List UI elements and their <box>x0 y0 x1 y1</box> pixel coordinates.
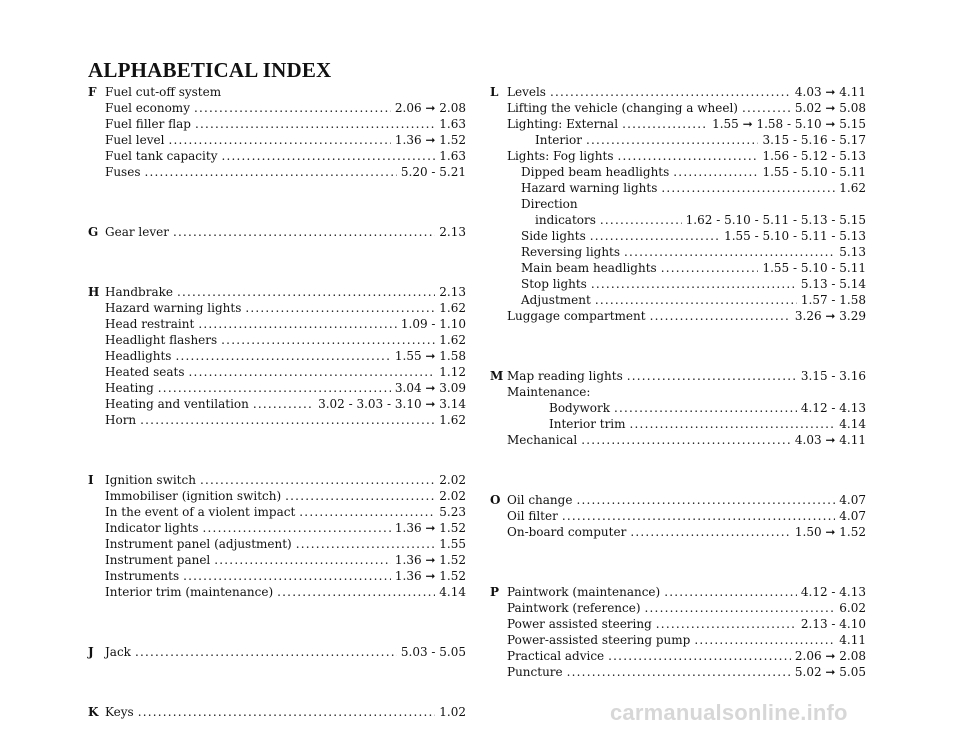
entry-text: indicators <box>535 213 596 227</box>
index-entry <box>88 504 466 520</box>
dot-leader <box>627 368 797 384</box>
index-group-f <box>88 84 466 180</box>
index-column-right <box>490 84 866 680</box>
page-reference: 2.02 <box>439 473 466 487</box>
entry-text: Heating and ventilation <box>105 397 249 411</box>
entry-text: Headlight flashers <box>105 333 218 347</box>
entry-text: Heating <box>105 381 154 395</box>
dot-leader <box>175 348 390 364</box>
page-reference: 1.55 - 5.10 - 5.11 <box>762 165 866 179</box>
page-title: ALPHABETICAL INDEX <box>88 58 332 82</box>
index-entry <box>490 292 866 308</box>
dot-leader <box>173 224 435 240</box>
index-entry <box>88 396 466 412</box>
page-reference: 3.26 ➞ 3.29 <box>794 309 866 323</box>
index-entry <box>490 148 866 164</box>
section-letter: I <box>88 473 94 487</box>
entry-text: Main beam headlights <box>521 261 657 275</box>
page-reference: 3.04 ➞ 3.09 <box>394 381 466 395</box>
dot-leader <box>198 316 397 332</box>
dot-leader <box>138 704 436 720</box>
index-entry <box>88 472 466 488</box>
index-entry <box>490 196 866 212</box>
page-reference: 4.03 ➞ 4.11 <box>794 85 866 99</box>
page-reference: 3.15 - 5.16 - 5.17 <box>762 133 866 147</box>
index-entry <box>490 600 866 616</box>
page-reference: 2.13 <box>439 225 466 239</box>
dot-leader <box>195 116 435 132</box>
index-entry <box>88 704 466 720</box>
entry-text: Fuel tank capacity <box>105 149 218 163</box>
dot-leader <box>140 412 435 428</box>
page-reference: 4.14 <box>439 585 466 599</box>
dot-leader <box>608 648 791 664</box>
index-entry <box>88 100 466 116</box>
dot-leader <box>183 568 391 584</box>
index-entry <box>490 492 866 508</box>
dot-leader <box>144 164 396 180</box>
index-entry <box>88 332 466 348</box>
entry-text: Paintwork (maintenance) <box>507 585 661 599</box>
index-group-p <box>490 584 866 680</box>
entry-text: Practical advice <box>507 649 605 663</box>
index-entry <box>88 364 466 380</box>
entry-text: Heated seats <box>105 365 185 379</box>
dot-leader <box>600 212 682 228</box>
entry-text: Mechanical <box>507 433 578 447</box>
dot-leader <box>200 472 435 488</box>
index-entry <box>88 164 466 180</box>
dot-leader <box>194 100 391 116</box>
index-entry <box>490 164 866 180</box>
index-entry <box>490 260 866 276</box>
index-entry <box>490 508 866 524</box>
dot-leader <box>664 584 797 600</box>
dot-leader <box>694 632 835 648</box>
index-entry <box>88 536 466 552</box>
dot-leader <box>661 260 759 276</box>
dot-leader <box>622 116 708 132</box>
page-reference: 1.62 <box>439 301 466 315</box>
entry-text: Power assisted steering <box>507 617 652 631</box>
index-entry <box>490 432 866 448</box>
dot-leader <box>135 644 397 660</box>
index-entry <box>88 380 466 396</box>
page-reference: 6.02 <box>839 601 866 615</box>
dot-leader <box>221 332 435 348</box>
page-reference: 3.02 - 3.03 - 3.10 ➞ 3.14 <box>318 397 466 411</box>
page-reference: 1.36 ➞ 1.52 <box>394 133 466 147</box>
entry-text: On-board computer <box>507 525 627 539</box>
page-reference: 1.50 ➞ 1.52 <box>794 525 866 539</box>
index-entry <box>490 116 866 132</box>
index-entry <box>490 384 866 400</box>
entry-text: Oil change <box>507 493 573 507</box>
entry-text: Indicator lights <box>105 521 199 535</box>
index-entry <box>88 116 466 132</box>
dot-leader <box>595 292 797 308</box>
entry-text: Dipped beam headlights <box>521 165 670 179</box>
index-entry <box>490 584 866 600</box>
entry-text: Puncture <box>507 665 563 679</box>
dot-leader <box>221 148 435 164</box>
index-entry <box>88 488 466 504</box>
section-letter: F <box>88 85 97 99</box>
dot-leader <box>576 492 835 508</box>
dot-leader <box>168 132 390 148</box>
entry-text: Luggage compartment <box>507 309 646 323</box>
entry-text: In the event of a violent impact <box>105 505 296 519</box>
index-entry <box>490 132 866 148</box>
index-entry <box>88 224 466 240</box>
entry-text: Direction <box>521 197 578 211</box>
page-reference: 1.55 ➞ 1.58 - 5.10 ➞ 5.15 <box>712 117 866 131</box>
index-entry <box>490 180 866 196</box>
index-entry <box>490 632 866 648</box>
section-letter: L <box>490 85 499 99</box>
entry-text: Hazard warning lights <box>105 301 242 315</box>
dot-leader <box>618 148 759 164</box>
dot-leader <box>214 552 391 568</box>
dot-leader <box>591 276 797 292</box>
index-entry <box>88 84 466 100</box>
entry-text: Instrument panel (adjustment) <box>105 537 292 551</box>
index-group-o <box>490 492 866 540</box>
dot-leader <box>285 488 435 504</box>
dot-leader <box>177 284 435 300</box>
dot-leader <box>158 380 391 396</box>
dot-leader <box>630 524 791 540</box>
page-reference: 1.09 - 1.10 <box>400 317 466 331</box>
page-reference: 2.13 <box>439 285 466 299</box>
index-entry <box>490 416 866 432</box>
page-reference: 2.06 ➞ 2.08 <box>794 649 866 663</box>
dot-leader <box>203 520 391 536</box>
dot-leader <box>645 600 836 616</box>
page-reference: 4.12 - 4.13 <box>800 401 866 415</box>
page-reference: 4.07 <box>839 509 866 523</box>
entry-text: Horn <box>105 413 137 427</box>
index-group-j <box>88 644 466 660</box>
index-entry <box>490 664 866 680</box>
page-reference: 1.62 <box>439 333 466 347</box>
page-reference: 1.63 <box>439 149 466 163</box>
page-reference: 5.02 ➞ 5.05 <box>794 665 866 679</box>
page-reference: 2.02 <box>439 489 466 503</box>
index-group-k <box>88 704 466 720</box>
entry-text: Keys <box>105 705 134 719</box>
entry-text: Fuel cut-off system <box>105 85 222 99</box>
entry-text: Jack <box>105 645 131 659</box>
index-entry <box>490 616 866 632</box>
index-entry <box>490 648 866 664</box>
index-entry <box>490 100 866 116</box>
entry-text: Adjustment <box>521 293 591 307</box>
index-entry <box>88 644 466 660</box>
page-reference: 5.23 <box>439 505 466 519</box>
index-entry <box>88 284 466 300</box>
dot-leader <box>567 664 791 680</box>
index-entry <box>88 584 466 600</box>
index-entry <box>490 524 866 540</box>
entry-text: Lights: Fog lights <box>507 149 614 163</box>
page-reference: 4.12 - 4.13 <box>800 585 866 599</box>
page-reference: 1.55 - 5.10 - 5.11 - 5.13 <box>724 229 866 243</box>
section-letter: P <box>490 585 500 599</box>
entry-text: Interior <box>535 133 582 147</box>
dot-leader <box>624 244 835 260</box>
page-reference: 2.06 ➞ 2.08 <box>394 101 466 115</box>
entry-text: Fuses <box>105 165 141 179</box>
entry-text: Reversing lights <box>521 245 621 259</box>
section-letter: H <box>88 285 100 299</box>
entry-text: Instrument panel <box>105 553 211 567</box>
page-reference: 4.07 <box>839 493 866 507</box>
index-entry <box>88 568 466 584</box>
index-group-h <box>88 284 466 428</box>
index-group-l <box>490 84 866 324</box>
page-reference: 1.36 ➞ 1.52 <box>394 521 466 535</box>
entry-text: Interior trim (maintenance) <box>105 585 274 599</box>
index-entry <box>490 212 866 228</box>
dot-leader <box>299 504 435 520</box>
page-reference: 1.62 <box>839 181 866 195</box>
entry-text: Levels <box>507 85 546 99</box>
dot-leader <box>656 616 797 632</box>
dot-leader <box>630 416 836 432</box>
index-entry <box>490 84 866 100</box>
index-entry <box>88 300 466 316</box>
dot-leader <box>661 180 835 196</box>
dot-leader <box>742 100 791 116</box>
index-entry <box>88 348 466 364</box>
watermark: carmanualsonline.info <box>610 700 848 725</box>
page-reference: 1.55 <box>439 537 466 551</box>
index-group-i <box>88 472 466 600</box>
entry-text: Map reading lights <box>507 369 623 383</box>
index-entry <box>88 412 466 428</box>
index-column-left <box>88 84 466 720</box>
entry-text: Lifting the vehicle (changing a wheel) <box>507 101 738 115</box>
entry-text: Headlights <box>105 349 172 363</box>
page-reference: 1.62 - 5.10 - 5.11 - 5.13 - 5.15 <box>685 213 866 227</box>
index-entry <box>88 316 466 332</box>
page-reference: 2.13 - 4.10 <box>800 617 866 631</box>
dot-leader <box>245 300 435 316</box>
index-entry <box>88 148 466 164</box>
entry-text: Bodywork <box>549 401 611 415</box>
entry-text: Lighting: External <box>507 117 619 131</box>
index-entry <box>490 308 866 324</box>
index-entry <box>490 276 866 292</box>
entry-text: Maintenance: <box>507 385 591 399</box>
page-reference: 1.55 - 5.10 - 5.11 <box>762 261 866 275</box>
entry-text: Fuel level <box>105 133 165 147</box>
page-reference: 1.36 ➞ 1.52 <box>394 569 466 583</box>
page-reference: 1.62 <box>439 413 466 427</box>
section-letter: O <box>490 493 501 507</box>
entry-text: Gear lever <box>105 225 169 239</box>
page-reference: 4.14 <box>839 417 866 431</box>
entry-text: Stop lights <box>521 277 587 291</box>
index-group-m <box>490 368 866 448</box>
section-letter: J <box>88 645 94 659</box>
page-reference: 5.13 - 5.14 <box>800 277 866 291</box>
page-reference: 1.02 <box>439 705 466 719</box>
page-reference: 4.11 <box>839 633 866 647</box>
page-reference: 5.13 <box>839 245 866 259</box>
entry-text: Fuel filler flap <box>105 117 191 131</box>
dot-leader <box>590 228 720 244</box>
entry-text: Power-assisted steering pump <box>507 633 691 647</box>
entry-text: Immobiliser (ignition switch) <box>105 489 282 503</box>
dot-leader <box>586 132 759 148</box>
dot-leader <box>296 536 436 552</box>
entry-text: Paintwork (reference) <box>507 601 641 615</box>
index-group-g <box>88 224 466 240</box>
dot-leader <box>277 584 435 600</box>
entry-text: Instruments <box>105 569 180 583</box>
entry-text: Ignition switch <box>105 473 196 487</box>
entry-text: Head restraint <box>105 317 195 331</box>
page-reference: 5.20 - 5.21 <box>400 165 466 179</box>
entry-text: Oil filter <box>507 509 558 523</box>
entry-text: Side lights <box>521 229 586 243</box>
page-reference: 3.15 - 3.16 <box>800 369 866 383</box>
page-reference: 1.57 - 1.58 <box>800 293 866 307</box>
index-entry <box>88 132 466 148</box>
dot-leader <box>650 308 791 324</box>
entry-text: Interior trim <box>549 417 626 431</box>
dot-leader <box>673 164 758 180</box>
index-entry <box>88 552 466 568</box>
entry-text: Hazard warning lights <box>521 181 658 195</box>
page-reference: 1.36 ➞ 1.52 <box>394 553 466 567</box>
page-reference: 5.02 ➞ 5.08 <box>794 101 866 115</box>
index-entry <box>490 368 866 384</box>
index-entry <box>88 520 466 536</box>
entry-text: Handbrake <box>105 285 173 299</box>
index-entry <box>490 400 866 416</box>
index-entry <box>490 244 866 260</box>
page-reference: 1.56 - 5.12 - 5.13 <box>762 149 866 163</box>
dot-leader <box>189 364 436 380</box>
page-reference: 1.12 <box>439 365 466 379</box>
entry-text: Fuel economy <box>105 101 190 115</box>
page-reference: 1.55 ➞ 1.58 <box>394 349 466 363</box>
dot-leader <box>614 400 797 416</box>
section-letter: G <box>88 225 99 239</box>
section-letter: K <box>88 705 99 719</box>
dot-leader <box>253 396 314 412</box>
dot-leader <box>550 84 791 100</box>
index-entry <box>490 228 866 244</box>
page-reference: 4.03 ➞ 4.11 <box>794 433 866 447</box>
dot-leader <box>581 432 791 448</box>
page-reference: 1.63 <box>439 117 466 131</box>
section-letter: M <box>490 369 504 383</box>
page-reference: 5.03 - 5.05 <box>400 645 466 659</box>
dot-leader <box>562 508 835 524</box>
